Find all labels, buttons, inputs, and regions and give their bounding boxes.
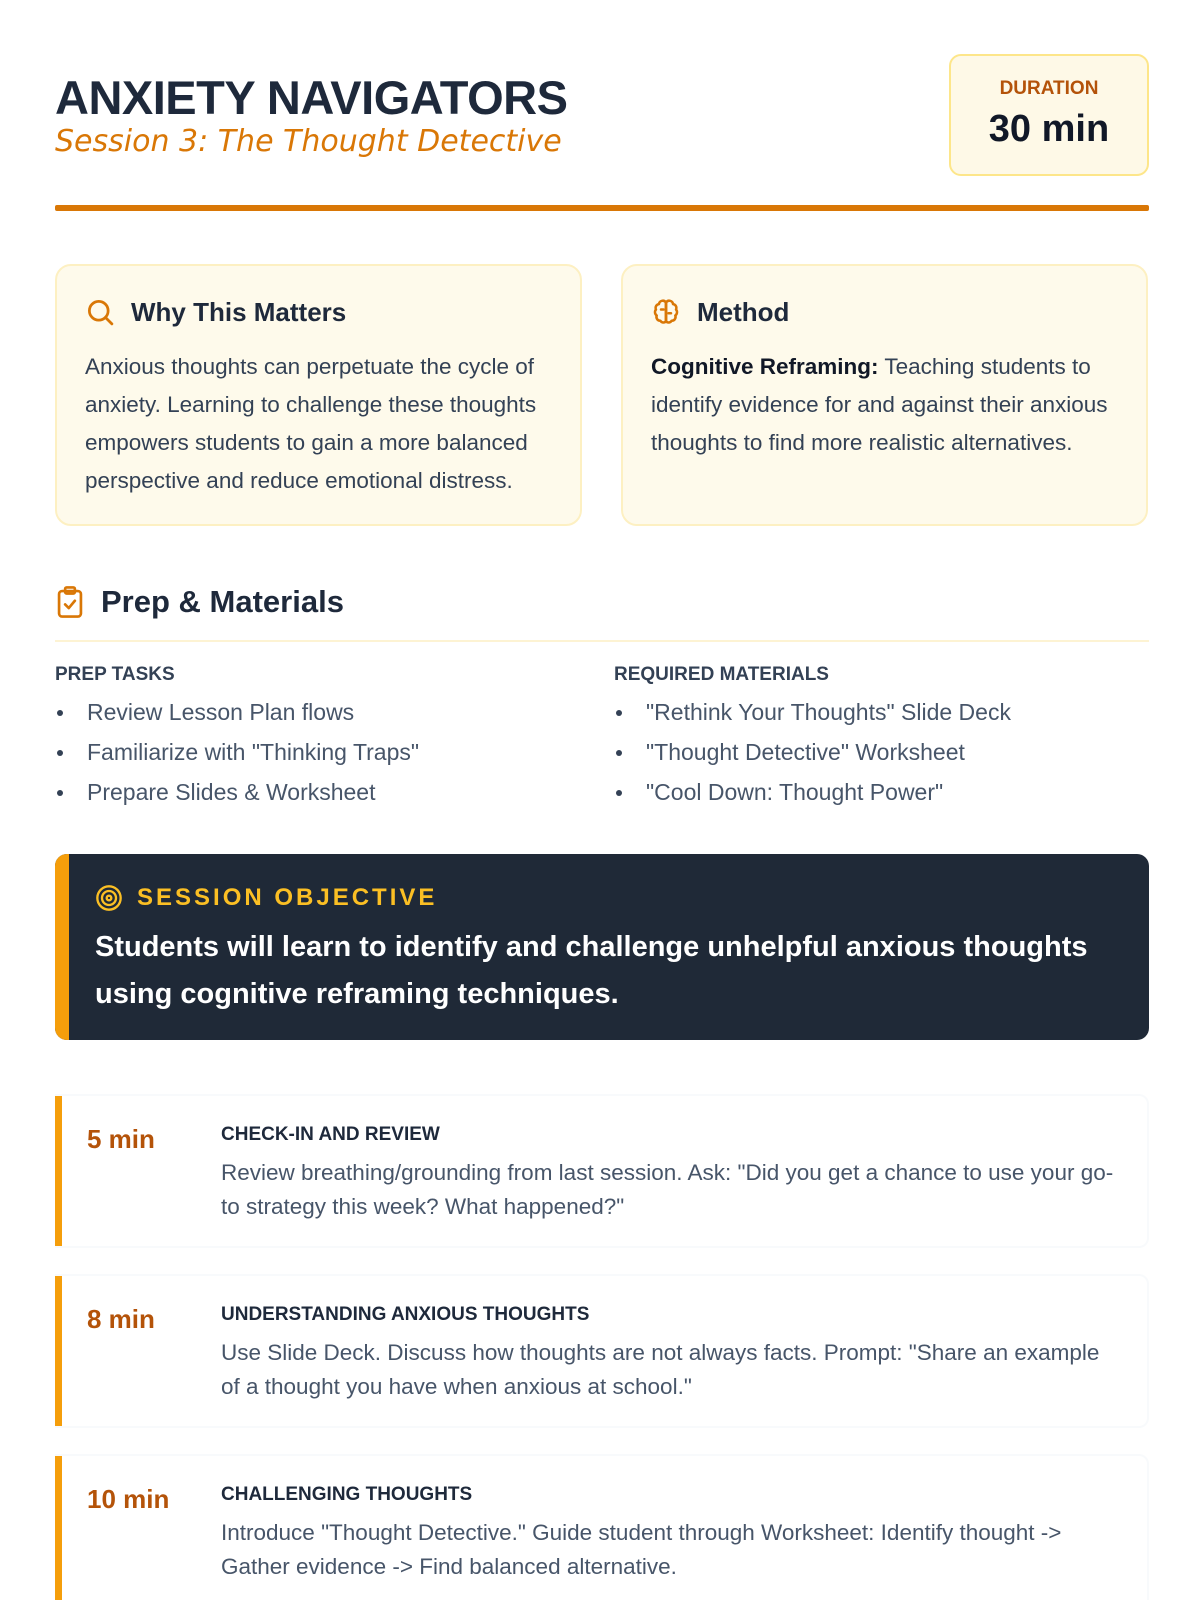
duration-label: DURATION bbox=[999, 78, 1099, 99]
objective-label: SESSION OBJECTIVE bbox=[137, 884, 438, 911]
agenda-step bbox=[55, 1094, 1149, 1248]
card-title: Method bbox=[697, 296, 790, 327]
agenda-step bbox=[55, 1454, 1149, 1600]
card-body bbox=[651, 348, 1118, 462]
page-header bbox=[55, 52, 1149, 212]
duration-badge bbox=[949, 54, 1149, 176]
column-label: PREP TASKS bbox=[55, 664, 175, 685]
accent-bar bbox=[55, 1276, 62, 1426]
step-title: UNDERSTANDING ANXIOUS THOUGHTS bbox=[221, 1304, 590, 1325]
list-item: "Cool Down: Thought Power" bbox=[614, 772, 1134, 812]
prep-tasks-column bbox=[55, 664, 575, 812]
accent-bar bbox=[55, 1096, 62, 1246]
session-objective-panel bbox=[55, 854, 1149, 1040]
header-divider bbox=[55, 205, 1149, 211]
card-body: Anxious thoughts can perpetuate the cycle of anxiety. Learning to challenge these thoughts empowers students to gain a more balanced perspective and reduce emotional distress. bbox=[85, 354, 537, 493]
step-description: Introduce "Thought Detective." Guide student through Worksheet: Identify thought -> Gather evidence -> Find balanced alternative. bbox=[221, 1520, 1062, 1579]
list-item: Familiarize with "Thinking Traps" bbox=[55, 732, 575, 772]
list-item: "Rethink Your Thoughts" Slide Deck bbox=[614, 692, 1134, 732]
why-this-matters-card bbox=[55, 264, 582, 526]
step-description: Review breathing/grounding from last session. Ask: "Did you get a chance to use your go-to strategy this week? What happened?" bbox=[221, 1160, 1114, 1219]
method-card bbox=[621, 264, 1148, 526]
clipboard-check-icon bbox=[55, 585, 85, 619]
step-time: 8 min bbox=[87, 1304, 155, 1334]
list-item: Review Lesson Plan flows bbox=[55, 692, 575, 732]
step-title: CHALLENGING THOUGHTS bbox=[221, 1484, 473, 1505]
accent-bar bbox=[55, 854, 69, 1040]
objective-text: Students will learn to identify and challenge unhelpful anxious thoughts using cognitive reframing techniques. bbox=[95, 931, 1088, 1010]
accent-bar bbox=[55, 1456, 62, 1600]
card-title: Why This Matters bbox=[131, 296, 347, 327]
method-term: Cognitive Reframing: bbox=[651, 354, 879, 379]
brain-icon bbox=[651, 297, 681, 327]
section-title: Prep & Materials bbox=[101, 584, 344, 619]
step-description: Use Slide Deck. Discuss how thoughts are not always facts. Prompt: "Share an example of a thought you have when anxious at school." bbox=[221, 1340, 1100, 1399]
list-item: "Thought Detective" Worksheet bbox=[614, 732, 1134, 772]
target-icon bbox=[95, 884, 123, 912]
agenda-step bbox=[55, 1274, 1149, 1428]
search-icon bbox=[85, 297, 115, 327]
method-description: Teaching students to identify evidence for and against their anxious thoughts to find more realistic alternatives. bbox=[651, 354, 1108, 455]
column-label: REQUIRED MATERIALS bbox=[614, 664, 829, 685]
page-title: ANXIETY NAVIGATORS bbox=[55, 71, 568, 124]
step-time: 5 min bbox=[87, 1124, 155, 1154]
prep-materials-section bbox=[55, 584, 1149, 812]
step-title: CHECK-IN AND REVIEW bbox=[221, 1124, 440, 1145]
list-item: Prepare Slides & Worksheet bbox=[55, 772, 575, 812]
duration-value: 30 min bbox=[988, 108, 1110, 150]
required-materials-column bbox=[614, 664, 1134, 812]
page-subtitle: Session 3: The Thought Detective bbox=[55, 124, 562, 159]
step-time: 10 min bbox=[87, 1484, 170, 1514]
